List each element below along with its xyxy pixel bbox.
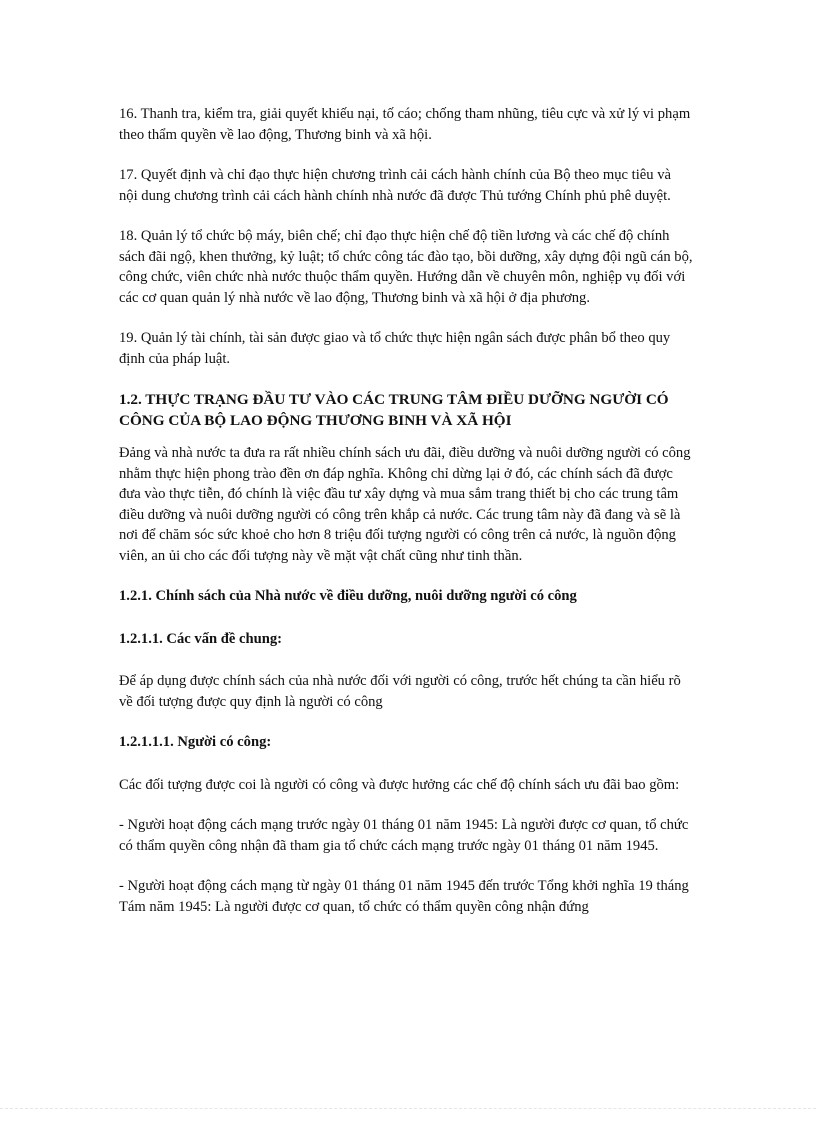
list-item-1: - Người hoạt động cách mạng trước ngày 01 tháng 01 năm 1945: Là người được cơ quan, tổ chức có thẩm quyền công nhận đã tham gia tổ chức cách mạng trước ngày 01 tháng 01 năm 1945. [119, 817, 689, 854]
section-1-2-1-1-1-body: Các đối tượng được coi là người có công và được hưởng các chế độ chính sách ưu đãi bao gồm: [119, 776, 680, 793]
page-bottom-divider [0, 1108, 816, 1109]
section-1-2-intro: Đảng và nhà nước ta đưa ra rất nhiều chính sách ưu đãi, điều dưỡng và nuôi dưỡng người có công nhằm thực hiện phong trào đền ơn đáp nghĩa. Không chỉ dừng lại ở đó, các chính sách đã được đưa vào thực tiễn, đó chính là việc đầu tư xây dựng và mua sắm trang thiết bị cho các trung tâm điều dưỡng và nuôi dưỡng người có công trên khắp cả nước. Các trung tâm này đã đang và sẽ là nơi để chăm sóc sức khoẻ cho hơn 8 triệu đối tượng người có công trên cả nước, là nguồn động viên, an ủi cho các đối tượng này về mặt vật chất cũng như tinh thần. [119, 445, 691, 564]
section-heading-1-2: 1.2. THỰC TRẠNG ĐẦU TƯ VÀO CÁC TRUNG TÂM ĐIỀU DƯỠNG NGƯỜI CÓ CÔNG CỦA BỘ LAO ĐỘNG THƯƠNG BINH VÀ XÃ HỘI [119, 391, 669, 429]
list-item-2: - Người hoạt động cách mạng từ ngày 01 tháng 01 năm 1945 đến trước Tổng khởi nghĩa 19 tháng Tám năm 1945: Là người được cơ quan, tổ chức có thẩm quyền công nhận đứng [119, 878, 689, 915]
paragraph-18: 18. Quản lý tổ chức bộ máy, biên chế; chỉ đạo thực hiện chế độ tiền lương và các chế độ chính sách đãi ngộ, khen thưởng, kỷ luật; tổ chức công tác đào tạo, bồi dưỡng, xây dựng đội ngũ cán bộ, công chức, viên chức nhà nước thuộc thẩm quyền. Hướng dẫn về chuyên môn, nghiệp vụ đối với các cơ quan quản lý nhà nước về lao động, Thương binh và xã hội ở địa phương. [119, 228, 693, 306]
section-heading-1-2-1: 1.2.1. Chính sách của Nhà nước về điều dưỡng, nuôi dưỡng người có công [119, 588, 577, 604]
document-body [119, 104, 693, 937]
section-heading-1-2-1-1: 1.2.1.1. Các vấn đề chung: [119, 630, 282, 647]
section-1-2-1-1-body: Để áp dụng được chính sách của nhà nước đối với người có công, trước hết chúng ta cần hiểu rõ về đối tượng được quy định là người có công [119, 673, 681, 710]
section-heading-1-2-1-1-1: 1.2.1.1.1. Người có công: [119, 734, 272, 750]
paragraph-16: 16. Thanh tra, kiểm tra, giải quyết khiếu nại, tố cáo; chống tham nhũng, tiêu cực và xử lý vi phạm theo thẩm quyền về lao động, Thương binh và xã hội. [119, 106, 691, 143]
paragraph-17: 17. Quyết định và chỉ đạo thực hiện chương trình cải cách hành chính của Bộ theo mục tiêu và nội dung chương trình cải cách hành chính nhà nước đã được Thủ tướng Chính phủ phê duyệt. [119, 167, 671, 204]
paragraph-19: 19. Quản lý tài chính, tài sản được giao và tổ chức thực hiện ngân sách được phân bổ theo quy định của pháp luật. [119, 330, 671, 367]
